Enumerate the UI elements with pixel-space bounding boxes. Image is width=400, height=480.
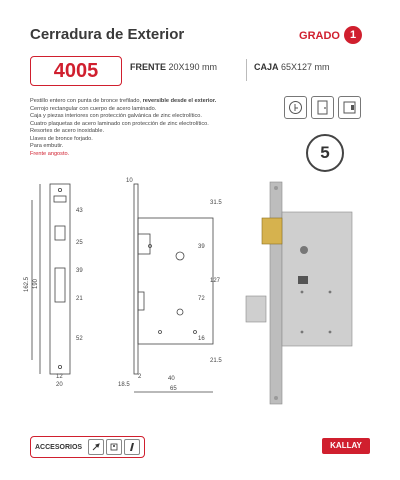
dim-162-5: 162.5 (24, 276, 30, 292)
brand-logo: KALLAY (322, 438, 370, 454)
desc-line3: Caja y piezas interiores con protección galvánica de zinc electrolítico. (30, 113, 202, 119)
desc-line7: Para embutir. (30, 143, 64, 149)
desc-line8: Frente angosto. (30, 150, 70, 157)
dim-40: 40 (168, 376, 175, 382)
technical-drawing (24, 172, 370, 412)
page-title: Cerradura de Exterior (30, 26, 185, 43)
escutcheon-icon (106, 439, 122, 455)
desc-line2: Cerrojo rectangular con cuerpo de acero laminado. (30, 105, 157, 112)
feature-badges (284, 96, 360, 180)
footer-bar (30, 436, 370, 458)
dim-25: 25 (76, 240, 83, 246)
side-elevation-drawing (134, 184, 213, 392)
dim-18-5: 18.5 (118, 382, 130, 388)
warranty-number: 5 (320, 143, 330, 162)
dim-12: 12 (56, 374, 63, 380)
spec-bar (30, 56, 370, 86)
accessories-panel (30, 436, 145, 458)
lock-photo (246, 182, 352, 404)
dim-21-5: 21.5 (210, 358, 222, 364)
dim-39: 39 (76, 268, 83, 274)
frente-label: FRENTE (130, 62, 166, 72)
dim-2: 2 (138, 374, 142, 380)
desc-line4: Cuatro plaquetas de acero laminado con protección de zinc electrolítico. (30, 120, 209, 127)
product-code: 4005 (30, 56, 122, 86)
dim-21: 21 (76, 296, 83, 302)
dim-52: 52 (76, 336, 83, 342)
grade-badge: 1 (344, 26, 362, 44)
dim-10: 10 (126, 178, 133, 184)
dim-72: 72 (198, 296, 205, 302)
caja-spec (254, 62, 330, 72)
warranty-badge-icon (306, 134, 344, 172)
key-icon (284, 96, 307, 119)
caja-label: CAJA (254, 62, 279, 72)
dim-20: 20 (56, 382, 63, 388)
lock-body-icon (338, 96, 361, 119)
description (30, 98, 280, 158)
dim-65: 65 (170, 386, 177, 392)
dim-127: 127 (210, 278, 221, 284)
dim-39-right: 39 (198, 244, 205, 250)
dim-16: 16 (198, 336, 205, 342)
caja-value: 65X127 mm (281, 62, 330, 72)
desc-line1: Pestillo entero con punta de bronce trefilado, (30, 98, 143, 104)
desc-line1-bold: reversible desde el exterior. (142, 98, 217, 104)
frente-value: 20X190 mm (168, 62, 218, 72)
desc-line5: Resortes de acero inoxidable. (30, 128, 105, 134)
dim-43: 43 (76, 208, 83, 214)
spec-divider (246, 59, 247, 81)
key-accessory-icon (88, 439, 104, 455)
desc-line6: Llaves de bronce forjado. (30, 135, 93, 142)
handle-icon (124, 439, 140, 455)
frente-spec (130, 62, 217, 72)
accessories-label: ACCESORIOS (35, 443, 83, 451)
dim-190: 190 (33, 278, 39, 289)
door-icon (311, 96, 334, 119)
grade-label: GRADO (299, 30, 340, 42)
dim-31-5: 31.5 (210, 200, 222, 206)
